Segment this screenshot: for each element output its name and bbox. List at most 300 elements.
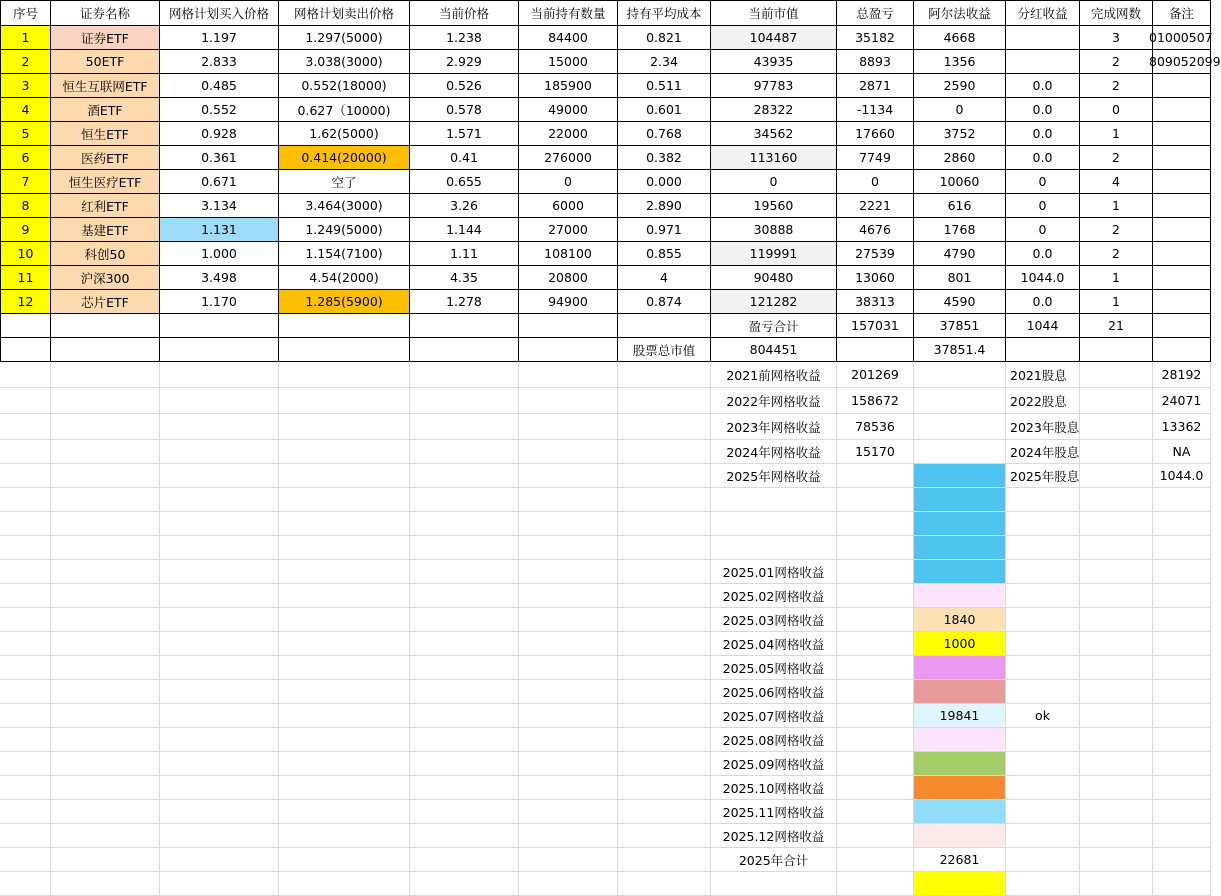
empty-cell[interactable] [914,362,1006,388]
empty-cell[interactable] [618,560,711,584]
table-cell[interactable]: 4.54(2000) [279,266,410,290]
monthly-label[interactable]: 2025.08网格收益 [711,728,837,752]
dividend-label[interactable]: 2021股息 [1006,362,1080,388]
empty-cell[interactable] [1080,680,1153,704]
table-cell[interactable] [1153,146,1211,170]
table-cell[interactable]: 1.278 [410,290,519,314]
yearly-value[interactable]: 201269 [837,362,914,388]
empty-cell[interactable] [1080,632,1153,656]
empty-cell[interactable] [160,680,279,704]
empty-cell[interactable] [0,824,51,848]
table-cell[interactable]: 2860 [914,146,1006,170]
totals-done[interactable]: 21 [1080,314,1153,338]
empty-cell[interactable] [1006,872,1080,896]
empty-cell[interactable] [1080,388,1153,414]
table-cell[interactable] [279,338,410,362]
empty-cell[interactable] [618,536,711,560]
empty-cell[interactable] [1080,824,1153,848]
empty-cell[interactable] [711,536,837,560]
empty-cell[interactable] [410,704,519,728]
year-total-value[interactable]: 22681 [914,848,1006,872]
monthly-value[interactable] [914,776,1006,800]
empty-cell[interactable] [279,362,410,388]
dividend-value[interactable]: NA [1153,440,1211,464]
security-name[interactable]: 红利ETF [51,194,160,218]
table-cell[interactable]: 0.0 [1006,98,1080,122]
table-cell[interactable] [160,314,279,338]
empty-cell[interactable] [837,584,914,608]
table-cell[interactable]: 0.971 [618,218,711,242]
table-cell[interactable]: 0.928 [160,122,279,146]
empty-cell[interactable] [1153,680,1211,704]
row-index[interactable]: 12 [0,290,51,314]
table-cell[interactable]: 2 [1080,242,1153,266]
empty-cell[interactable] [160,752,279,776]
empty-cell[interactable] [0,656,51,680]
empty-cell[interactable] [618,704,711,728]
column-header[interactable]: 序号 [0,0,51,26]
empty-cell[interactable] [1006,656,1080,680]
row-index[interactable]: 9 [0,218,51,242]
table-cell[interactable]: 1.62(5000) [279,122,410,146]
security-name[interactable]: 恒生互联网ETF [51,74,160,98]
table-cell[interactable] [1153,218,1211,242]
table-cell[interactable] [0,338,51,362]
table-cell[interactable] [1153,122,1211,146]
empty-cell[interactable] [410,488,519,512]
empty-cell[interactable] [410,728,519,752]
column-header[interactable]: 完成网数 [1080,0,1153,26]
table-cell[interactable]: 49000 [519,98,618,122]
table-cell[interactable]: 1.131 [160,218,279,242]
table-cell[interactable]: 3.498 [160,266,279,290]
table-cell[interactable]: 2871 [837,74,914,98]
empty-cell[interactable] [837,680,914,704]
table-cell[interactable]: 3.464(3000) [279,194,410,218]
row-index[interactable]: 8 [0,194,51,218]
yearly-value[interactable]: 15170 [837,440,914,464]
empty-cell[interactable] [1080,776,1153,800]
empty-cell[interactable] [519,632,618,656]
empty-cell[interactable] [618,848,711,872]
table-cell[interactable]: 4668 [914,26,1006,50]
empty-cell[interactable] [279,776,410,800]
empty-cell[interactable] [51,680,160,704]
table-cell[interactable]: 104487 [711,26,837,50]
security-name[interactable]: 50ETF [51,50,160,74]
table-cell[interactable]: 0.671 [160,170,279,194]
table-cell[interactable]: 1.238 [410,26,519,50]
empty-cell[interactable] [410,824,519,848]
empty-cell[interactable] [51,824,160,848]
monthly-value[interactable] [914,800,1006,824]
table-cell[interactable]: 3.038(3000) [279,50,410,74]
empty-cell[interactable] [410,680,519,704]
column-header[interactable]: 分红收益 [1006,0,1080,26]
table-cell[interactable]: 4 [618,266,711,290]
empty-cell[interactable] [618,728,711,752]
table-cell[interactable] [1153,98,1211,122]
empty-cell[interactable] [279,414,410,440]
empty-cell[interactable] [0,388,51,414]
totals-dividend[interactable]: 1044 [1006,314,1080,338]
empty-cell[interactable] [519,824,618,848]
empty-cell[interactable] [1080,752,1153,776]
table-cell[interactable]: 3.26 [410,194,519,218]
color-swatch[interactable] [914,872,1006,896]
empty-cell[interactable] [837,704,914,728]
table-cell[interactable] [1006,26,1080,50]
table-cell[interactable]: 22000 [519,122,618,146]
empty-cell[interactable] [160,488,279,512]
empty-cell[interactable] [279,752,410,776]
empty-cell[interactable] [279,800,410,824]
empty-cell[interactable] [519,872,618,896]
empty-cell[interactable] [1153,824,1211,848]
empty-cell[interactable] [160,824,279,848]
empty-cell[interactable] [618,512,711,536]
table-cell[interactable]: 119991 [711,242,837,266]
market-label[interactable]: 股票总市值 [618,338,711,362]
empty-cell[interactable] [160,362,279,388]
table-cell[interactable]: 616 [914,194,1006,218]
empty-cell[interactable] [837,824,914,848]
empty-cell[interactable] [410,414,519,440]
table-cell[interactable]: 0 [837,170,914,194]
empty-cell[interactable] [0,414,51,440]
empty-cell[interactable] [1153,608,1211,632]
table-cell[interactable]: 4676 [837,218,914,242]
empty-cell[interactable] [160,800,279,824]
table-cell[interactable] [1153,338,1211,362]
empty-cell[interactable] [0,848,51,872]
empty-cell[interactable] [837,776,914,800]
empty-cell[interactable] [1153,536,1211,560]
table-cell[interactable] [1006,50,1080,74]
security-name[interactable]: 芯片ETF [51,290,160,314]
empty-cell[interactable] [160,388,279,414]
empty-cell[interactable] [279,824,410,848]
monthly-label[interactable]: 2025.03网格收益 [711,608,837,632]
empty-cell[interactable] [160,414,279,440]
table-cell[interactable]: 3.134 [160,194,279,218]
empty-cell[interactable] [1153,512,1211,536]
empty-cell[interactable] [1006,632,1080,656]
empty-cell[interactable] [279,656,410,680]
empty-cell[interactable] [0,632,51,656]
empty-cell[interactable] [519,512,618,536]
empty-cell[interactable] [279,680,410,704]
table-cell[interactable]: 0.768 [618,122,711,146]
empty-cell[interactable] [1080,800,1153,824]
column-header[interactable]: 证券名称 [51,0,160,26]
empty-cell[interactable] [51,388,160,414]
table-cell[interactable] [1153,170,1211,194]
table-cell[interactable]: 8893 [837,50,914,74]
empty-cell[interactable] [1080,362,1153,388]
empty-cell[interactable] [1006,680,1080,704]
empty-cell[interactable] [160,776,279,800]
empty-cell[interactable] [410,464,519,488]
empty-cell[interactable] [160,848,279,872]
empty-cell[interactable] [0,776,51,800]
empty-cell[interactable] [914,414,1006,440]
empty-cell[interactable] [519,464,618,488]
table-cell[interactable]: 94900 [519,290,618,314]
color-swatch[interactable] [914,464,1006,488]
security-name[interactable]: 医药ETF [51,146,160,170]
empty-cell[interactable] [837,608,914,632]
table-cell[interactable] [279,314,410,338]
color-swatch[interactable] [914,488,1006,512]
column-header[interactable]: 当前持有数量 [519,0,618,26]
market-value[interactable]: 804451 [711,338,837,362]
table-cell[interactable]: 1.571 [410,122,519,146]
empty-cell[interactable] [0,512,51,536]
table-cell[interactable] [1153,266,1211,290]
empty-cell[interactable] [1006,848,1080,872]
empty-cell[interactable] [51,776,160,800]
table-cell[interactable]: 27000 [519,218,618,242]
table-cell[interactable]: 0 [1006,194,1080,218]
table-cell[interactable] [1153,74,1211,98]
table-cell[interactable]: 0.0 [1006,290,1080,314]
monthly-label[interactable]: 2025.12网格收益 [711,824,837,848]
empty-cell[interactable] [519,752,618,776]
empty-cell[interactable] [519,704,618,728]
table-cell[interactable]: 2 [1080,146,1153,170]
empty-cell[interactable] [0,872,51,896]
security-name[interactable]: 证券ETF [51,26,160,50]
empty-cell[interactable] [618,632,711,656]
table-cell[interactable]: 13060 [837,266,914,290]
dividend-value[interactable]: 13362 [1153,414,1211,440]
empty-cell[interactable] [279,536,410,560]
table-cell[interactable]: 108100 [519,242,618,266]
empty-cell[interactable] [0,584,51,608]
empty-cell[interactable] [410,388,519,414]
table-cell[interactable]: 276000 [519,146,618,170]
empty-cell[interactable] [279,728,410,752]
table-cell[interactable] [837,338,914,362]
empty-cell[interactable] [618,752,711,776]
yearly-value[interactable]: 78536 [837,414,914,440]
empty-cell[interactable] [410,752,519,776]
empty-cell[interactable] [1080,704,1153,728]
empty-cell[interactable] [279,464,410,488]
table-cell[interactable]: 1.297(5000) [279,26,410,50]
empty-cell[interactable] [51,488,160,512]
table-cell[interactable]: 2.34 [618,50,711,74]
table-cell[interactable]: 2 [1080,50,1153,74]
yearly-label[interactable]: 2025年网格收益 [711,464,837,488]
table-cell[interactable]: 0.382 [618,146,711,170]
empty-cell[interactable] [618,440,711,464]
empty-cell[interactable] [618,388,711,414]
empty-cell[interactable] [1080,464,1153,488]
table-cell[interactable]: 0 [711,170,837,194]
empty-cell[interactable] [279,848,410,872]
empty-cell[interactable] [410,872,519,896]
empty-cell[interactable] [160,656,279,680]
monthly-value[interactable]: 1840 [914,608,1006,632]
empty-cell[interactable] [519,536,618,560]
empty-cell[interactable] [279,560,410,584]
empty-cell[interactable] [51,362,160,388]
empty-cell[interactable] [160,632,279,656]
empty-cell[interactable] [51,704,160,728]
empty-cell[interactable] [0,488,51,512]
empty-cell[interactable] [1080,536,1153,560]
table-cell[interactable]: 809052099 [1153,50,1211,74]
empty-cell[interactable] [410,800,519,824]
table-cell[interactable] [1153,242,1211,266]
empty-cell[interactable] [1006,776,1080,800]
empty-cell[interactable] [279,512,410,536]
color-swatch[interactable] [914,536,1006,560]
yearly-label[interactable]: 2023年网格收益 [711,414,837,440]
table-cell[interactable]: 0.855 [618,242,711,266]
monthly-label[interactable]: 2025.09网格收益 [711,752,837,776]
table-cell[interactable]: 1.11 [410,242,519,266]
empty-cell[interactable] [1006,728,1080,752]
table-cell[interactable]: 3 [1080,26,1153,50]
security-name[interactable]: 恒生医疗ETF [51,170,160,194]
empty-cell[interactable] [1153,632,1211,656]
table-cell[interactable] [160,338,279,362]
empty-cell[interactable] [51,536,160,560]
table-cell[interactable]: 1768 [914,218,1006,242]
monthly-value[interactable] [914,824,1006,848]
yearly-label[interactable]: 2024年网格收益 [711,440,837,464]
monthly-value[interactable]: 19841 [914,704,1006,728]
empty-cell[interactable] [410,536,519,560]
empty-cell[interactable] [1006,488,1080,512]
totals-alpha[interactable]: 37851 [914,314,1006,338]
table-cell[interactable]: 0.0 [1006,146,1080,170]
table-cell[interactable]: 43935 [711,50,837,74]
table-cell[interactable]: 35182 [837,26,914,50]
empty-cell[interactable] [519,776,618,800]
table-cell[interactable]: 2.833 [160,50,279,74]
table-cell[interactable]: -1134 [837,98,914,122]
table-cell[interactable]: 27539 [837,242,914,266]
monthly-value[interactable] [914,656,1006,680]
empty-cell[interactable] [837,536,914,560]
empty-cell[interactable] [51,872,160,896]
empty-cell[interactable] [0,560,51,584]
row-index[interactable]: 11 [0,266,51,290]
security-name[interactable]: 基建ETF [51,218,160,242]
empty-cell[interactable] [837,632,914,656]
year-total-label[interactable]: 2025年合计 [711,848,837,872]
monthly-label[interactable]: 2025.10网格收益 [711,776,837,800]
empty-cell[interactable] [1080,872,1153,896]
table-cell[interactable]: 2590 [914,74,1006,98]
table-cell[interactable]: 38313 [837,290,914,314]
empty-cell[interactable] [51,752,160,776]
monthly-label[interactable]: 2025.01网格收益 [711,560,837,584]
yearly-label[interactable]: 2022年网格收益 [711,388,837,414]
table-cell[interactable] [1153,290,1211,314]
empty-cell[interactable] [711,872,837,896]
monthly-label[interactable]: 2025.11网格收益 [711,800,837,824]
totals-pnl[interactable]: 157031 [837,314,914,338]
monthly-value[interactable] [914,584,1006,608]
table-cell[interactable]: 4590 [914,290,1006,314]
empty-cell[interactable] [51,800,160,824]
table-cell[interactable] [1006,338,1080,362]
table-cell[interactable]: 0.485 [160,74,279,98]
empty-cell[interactable] [0,608,51,632]
table-cell[interactable]: 0.361 [160,146,279,170]
monthly-label[interactable]: 2025.04网格收益 [711,632,837,656]
table-cell[interactable]: 1 [1080,290,1153,314]
table-cell[interactable]: 0 [1080,98,1153,122]
table-cell[interactable]: 0 [519,170,618,194]
table-cell[interactable]: 801 [914,266,1006,290]
empty-cell[interactable] [1080,608,1153,632]
empty-cell[interactable] [618,824,711,848]
empty-cell[interactable] [51,728,160,752]
empty-cell[interactable] [279,584,410,608]
column-header[interactable]: 当前价格 [410,0,519,26]
color-swatch[interactable] [914,512,1006,536]
table-cell[interactable]: 1044.0 [1006,266,1080,290]
empty-cell[interactable] [1080,414,1153,440]
empty-cell[interactable] [1153,560,1211,584]
empty-cell[interactable] [1080,440,1153,464]
monthly-value[interactable] [914,752,1006,776]
table-cell[interactable] [1080,338,1153,362]
empty-cell[interactable] [618,872,711,896]
monthly-label[interactable]: 2025.06网格收益 [711,680,837,704]
empty-cell[interactable] [0,728,51,752]
empty-cell[interactable] [410,608,519,632]
dividend-label[interactable]: 2024年股息 [1006,440,1080,464]
table-cell[interactable]: 185900 [519,74,618,98]
table-cell[interactable]: 1.144 [410,218,519,242]
table-cell[interactable]: 0.627（10000) [279,98,410,122]
table-cell[interactable]: 0.41 [410,146,519,170]
empty-cell[interactable] [51,848,160,872]
table-cell[interactable]: 7749 [837,146,914,170]
empty-cell[interactable] [618,584,711,608]
empty-cell[interactable] [1080,560,1153,584]
monthly-value[interactable] [914,728,1006,752]
empty-cell[interactable] [1006,608,1080,632]
empty-cell[interactable] [51,584,160,608]
empty-cell[interactable] [51,512,160,536]
empty-cell[interactable] [160,872,279,896]
empty-cell[interactable] [1153,800,1211,824]
table-cell[interactable]: 113160 [711,146,837,170]
empty-cell[interactable] [1153,704,1211,728]
table-cell[interactable]: 15000 [519,50,618,74]
table-cell[interactable]: 28322 [711,98,837,122]
empty-cell[interactable] [1006,512,1080,536]
table-cell[interactable]: 0.0 [1006,122,1080,146]
security-name[interactable]: 沪深300 [51,266,160,290]
dividend-value[interactable]: 24071 [1153,388,1211,414]
table-cell[interactable]: 10060 [914,170,1006,194]
empty-cell[interactable] [1153,776,1211,800]
empty-cell[interactable] [1153,584,1211,608]
empty-cell[interactable] [837,848,914,872]
table-cell[interactable] [51,314,160,338]
table-cell[interactable] [519,314,618,338]
empty-cell[interactable] [1080,512,1153,536]
